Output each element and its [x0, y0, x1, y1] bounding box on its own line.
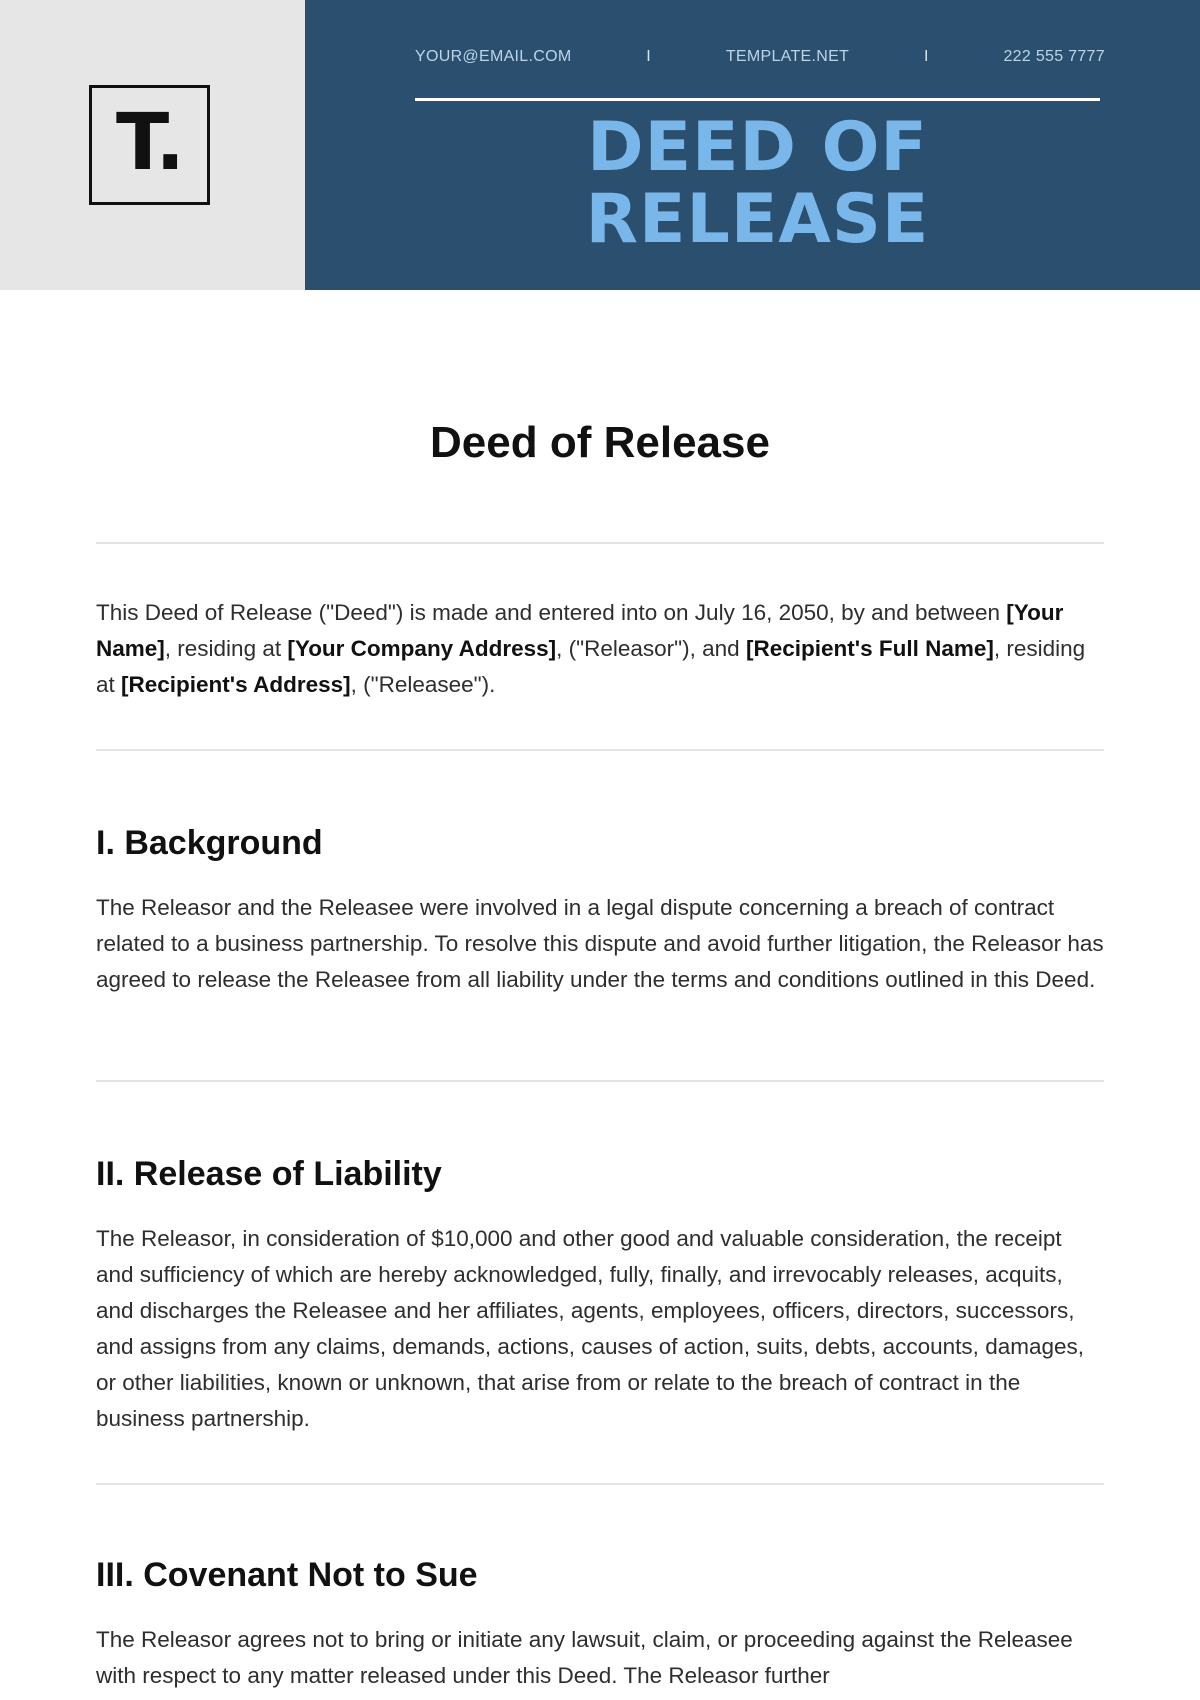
placeholder-recipient-address: [Recipient's Address]	[121, 672, 351, 697]
placeholder-company-address: [Your Company Address]	[287, 636, 557, 661]
contact-separator: I	[923, 48, 929, 65]
intro-text: , ("Releasee").	[350, 672, 496, 697]
intro-text: , ("Releasor"), and	[556, 636, 746, 661]
section-heading-background: I. Background	[96, 824, 323, 862]
logo-letter: T	[115, 98, 156, 188]
logo-mark	[115, 98, 183, 188]
section-body-covenant-not-to-sue: The Releasor agrees not to bring or initiate any lawsuit, claim, or proceeding against the Releasee with respect to any matter released under this Deed. The Releasor further	[96, 1627, 1073, 1688]
intro-text: This Deed of Release ("Deed") is made and entered into on July 16, 2050, by and between	[96, 600, 1007, 625]
logo-dot: .	[155, 98, 183, 188]
document-title: Deed of Release	[430, 418, 770, 467]
section-heading-covenant-not-to-sue: III. Covenant Not to Sue	[96, 1556, 478, 1594]
banner-title-line-1: DEED OF	[587, 108, 928, 187]
banner-title	[415, 108, 1100, 259]
contact-separator: I	[646, 48, 652, 65]
section-body-background: The Releasor and the Releasee were involved in a legal dispute concerning a breach of contract related to a business partnership. To resolve this dispute and avoid further litigation, the Releasor has agreed to release the Releasee from all liability under the terms and conditions outlined in this Deed.	[96, 895, 1104, 992]
divider	[96, 1080, 1104, 1082]
contact-email: YOUR@EMAIL.COM	[415, 48, 572, 65]
contact-website: TEMPLATE.NET	[725, 48, 850, 65]
section-body-release-of-liability: The Releasor, in consideration of $10,000 and other good and valuable consideration, the receipt and sufficiency of which are hereby acknowledged, fully, finally, and irrevocably releases, acquits, and discharges the Releasee and her affiliates, agents, employees, officers, directors, successors, and assigns from any claims, demands, actions, causes of action, suits, debts, accounts, damages, or other liabilities, known or unknown, that arise from or relate to the breach of contract in the business partnership.	[96, 1226, 1085, 1431]
header-divider	[415, 98, 1100, 101]
brand-banner	[305, 0, 1200, 290]
header	[0, 0, 1200, 290]
banner-title-line-2: RELEASE	[585, 180, 930, 259]
divider	[96, 1483, 1104, 1485]
divider	[96, 542, 1104, 544]
contact-row	[415, 48, 1105, 66]
section-heading-release-of-liability: II. Release of Liability	[96, 1155, 442, 1193]
intro-text: , residing at	[96, 636, 1086, 697]
contact-phone: 222 555 7777	[1003, 48, 1105, 65]
placeholder-recipient-name: [Recipient's Full Name]	[745, 636, 994, 661]
divider	[96, 749, 1104, 751]
logo-panel	[0, 0, 305, 290]
intro-paragraph	[96, 595, 1104, 703]
intro-text: , residing at	[164, 636, 288, 661]
placeholder-your-name: [Your Name]	[96, 600, 1064, 661]
logo	[89, 85, 210, 205]
